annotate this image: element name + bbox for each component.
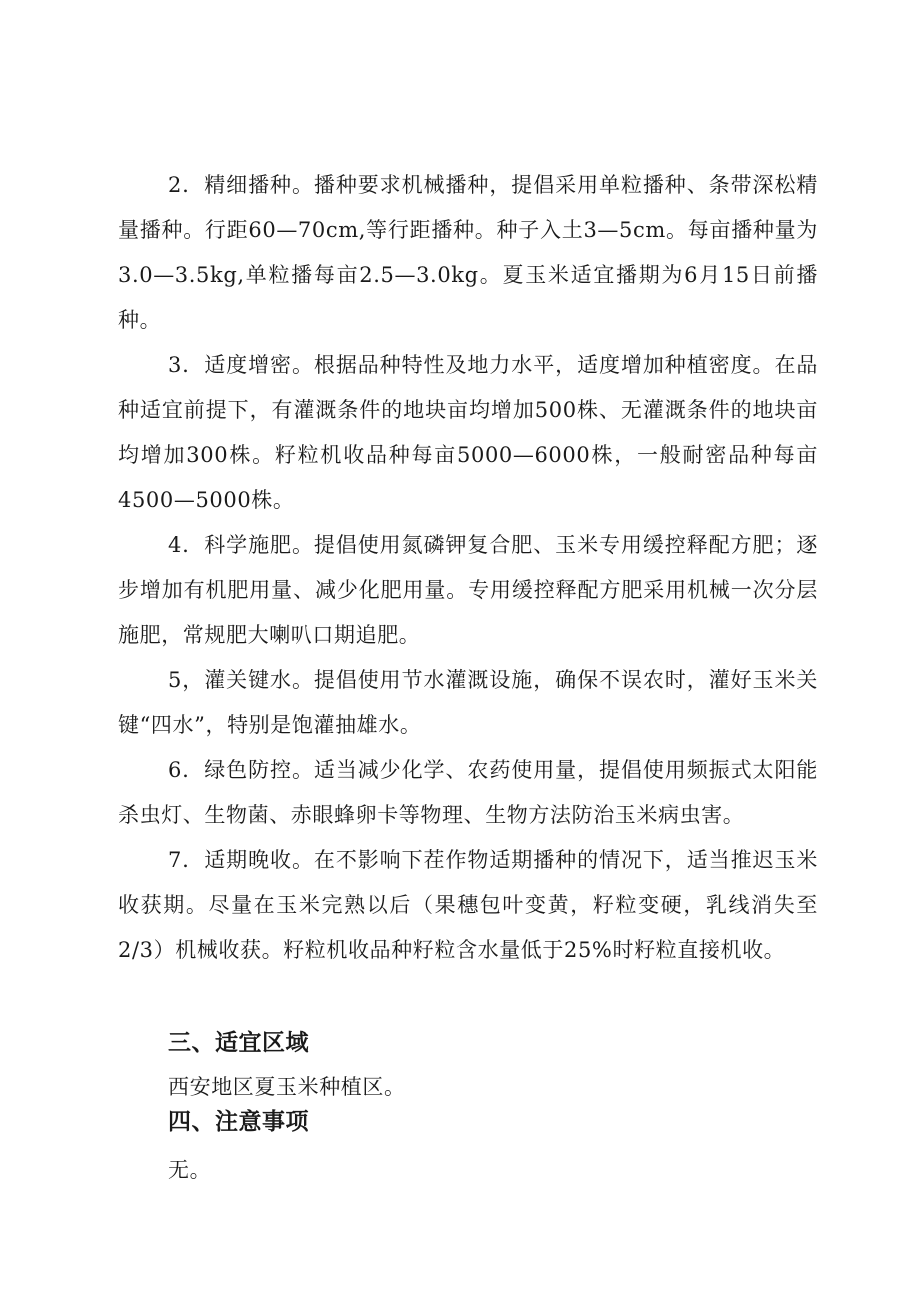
section-heading-suitable-region: 三、适宜区域: [168, 1030, 309, 1056]
paragraph-scientific-fertilization: 4．科学施肥。提倡使用氮磷钾复合肥、玉米专用缓控释配方肥；逐步增加有机肥用量、减少化肥用量。专用缓控释配方肥采用机械一次分层施肥，常规肥大喇叭口期追肥。: [118, 533, 818, 647]
paragraph-key-irrigation: 5，灌关键水。提倡使用节水灌溉设施，确保不误农时，灌好玉米关键“四水”，特别是饱灌抽雄水。: [118, 668, 818, 737]
paragraph-moderate-density: 3．适度增密。根据品种特性及地力水平，适度增加种植密度。在品种适宜前提下，有灌溉条件的地块亩均增加500株、无灌溉条件的地块亩均增加300株。籽粒机收品种每亩5000—6000株，一般耐密品种每亩4500—5000株。: [118, 353, 818, 512]
paragraph-green-control: 6．绿色防控。适当减少化学、农药使用量，提倡使用频振式太阳能杀虫灯、生物菌、赤眼蜂卵卡等物理、生物方法防治玉米病虫害。: [118, 758, 818, 827]
paragraph-fine-sowing: 2．精细播种。播种要求机械播种，提倡采用单粒播种、条带深松精量播种。行距60—70cm,等行距播种。种子入土3—5cm。每亩播种量为3.0—3.5kg,单粒播每亩2.5—3.0kg。夏玉米适宜播期为6月15日前播种。: [118, 173, 818, 332]
section-heading-notes: 四、注意事项: [168, 1109, 309, 1135]
section-body-notes: 无。: [168, 1158, 212, 1182]
paragraph-late-harvest: 7．适期晚收。在不影响下茬作物适期播种的情况下，适当推迟玉米收获期。尽量在玉米完熟以后（果穗包叶变黄，籽粒变硬，乳线消失至2/3）机械收获。籽粒机收品种籽粒含水量低于25%时籽粒直接机收。: [118, 848, 818, 962]
section-body-suitable-region: 西安地区夏玉米种植区。: [168, 1075, 406, 1099]
